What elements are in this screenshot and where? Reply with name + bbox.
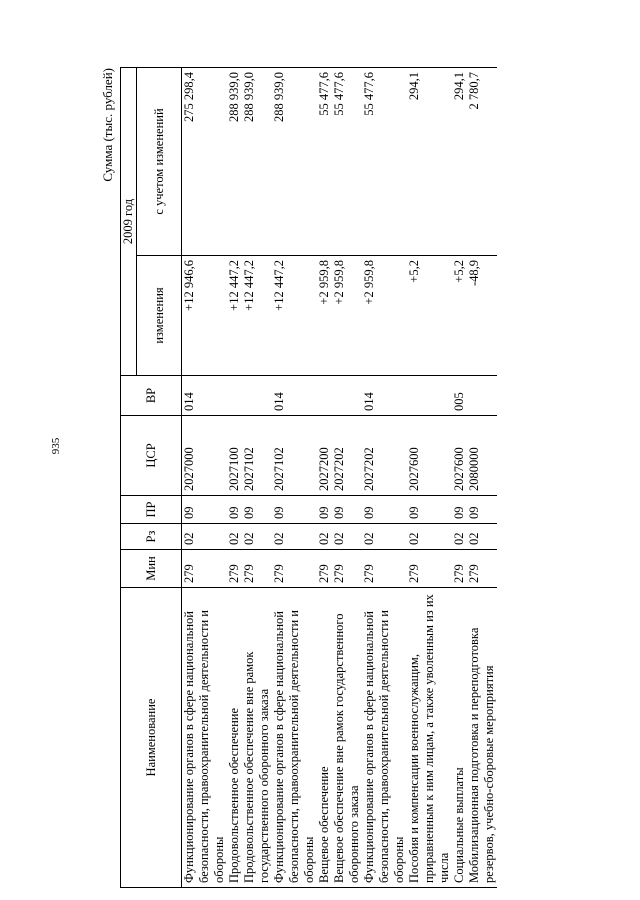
table-row [332,67,362,887]
row-pr: 09 [182,496,228,524]
row-change: +12 447,2 [227,256,242,376]
row-min: 279 [242,550,272,588]
row-rz: 02 [227,524,242,550]
row-min: 279 [407,550,452,588]
table-row [242,67,272,887]
row-total: 294,1 [452,67,467,255]
row-name: Функционирование органов в сфере национальной безопасности, правоохранительной деятельности и обороны [362,588,407,888]
row-min: 279 [272,550,317,588]
row-vr: 014 [362,376,407,416]
row-pr: 09 [317,496,332,524]
row-min: 279 [452,550,467,588]
row-rz: 02 [407,524,452,550]
row-pr: 09 [272,496,317,524]
row-change: +12 447,2 [242,256,272,376]
table-row [452,67,467,887]
row-vr [242,376,272,416]
header-changes: изменения [137,256,182,376]
table-row [407,67,452,887]
row-min: 279 [362,550,407,588]
row-total: 288 939,0 [242,67,272,255]
row-vr [317,376,332,416]
row-change: -48,9 [467,256,497,376]
row-min: 279 [182,550,228,588]
row-name: Продовольственное обеспечение вне рамок государственного оборонного заказа [242,588,272,888]
header-year: 2009 год [121,67,137,375]
row-name: Функционирование органов в сфере национальной безопасности, правоохранительной деятельности и обороны [182,588,228,888]
unit-label: Сумма (тыс. рублей) [100,68,115,182]
header-pr: ПР [121,496,182,524]
row-pr: 09 [407,496,452,524]
header-with-changes: с учетом изменений [137,67,182,255]
row-csr: 2027100 [227,416,242,496]
row-change: +5,2 [452,256,467,376]
row-rz: 02 [452,524,467,550]
row-name: Мобилизационная подготовка и переподготовка резервов, учебно-сборовые мероприятия [467,588,497,888]
row-csr: 2027202 [332,416,362,496]
budget-table [120,67,497,888]
row-pr: 09 [332,496,362,524]
row-pr: 09 [242,496,272,524]
row-name: Вещевое обеспечение вне рамок государственного оборонного заказа [332,588,362,888]
row-rz: 02 [182,524,228,550]
row-rz: 02 [317,524,332,550]
row-min: 279 [317,550,332,588]
header-csr: ЦСР [121,416,182,496]
row-name: Вещевое обеспечение [317,588,332,888]
row-change: +2 959,8 [317,256,332,376]
row-csr: 2027102 [272,416,317,496]
row-rz: 02 [272,524,317,550]
rotated-table-sheet [100,68,580,888]
table-header [121,67,182,887]
row-total: 55 477,6 [362,67,407,255]
row-rz: 02 [332,524,362,550]
row-name: Социальные выплаты [452,588,467,888]
row-name: Функционирование органов в сфере национальной безопасности, правоохранительной деятельности и обороны [272,588,317,888]
row-min: 279 [332,550,362,588]
table-body [182,67,498,887]
row-change: +2 959,8 [332,256,362,376]
row-min: 279 [227,550,242,588]
page-number: 935 [50,437,62,455]
row-vr: 005 [452,376,467,416]
table-row [227,67,242,887]
row-name: Пособия и компенсации военнослужащим, приравненным к ним лицам, а также уволенным из их числа [407,588,452,888]
header-rz: Рз [121,524,182,550]
header-vr: ВР [121,376,182,416]
row-csr: 2027102 [242,416,272,496]
row-rz: 02 [467,524,497,550]
table-row [182,67,228,887]
row-pr: 09 [467,496,497,524]
row-vr: 014 [272,376,317,416]
row-rz: 02 [362,524,407,550]
row-change: +5,2 [407,256,452,376]
row-csr: 2080000 [467,416,497,496]
row-rz: 02 [242,524,272,550]
row-pr: 09 [452,496,467,524]
row-vr [332,376,362,416]
row-pr: 09 [227,496,242,524]
row-pr: 09 [362,496,407,524]
row-total: 275 298,4 [182,67,228,255]
row-vr [227,376,242,416]
row-csr: 2027000 [182,416,228,496]
row-csr: 2027600 [407,416,452,496]
row-total: 288 939,0 [227,67,242,255]
row-csr: 2027200 [317,416,332,496]
table-row [317,67,332,887]
row-total: 288 939,0 [272,67,317,255]
row-vr [407,376,452,416]
table-row [467,67,497,887]
row-change: +12 447,2 [272,256,317,376]
row-total: 55 477,6 [317,67,332,255]
header-min: Мин [121,550,182,588]
row-csr: 2027202 [362,416,407,496]
table-row [272,67,317,887]
row-name: Продовольственное обеспечение [227,588,242,888]
row-total: 2 780,7 [467,67,497,255]
row-total: 55 477,6 [332,67,362,255]
row-change: +12 946,6 [182,256,228,376]
row-min: 279 [467,550,497,588]
row-total: 294,1 [407,67,452,255]
row-csr: 2027600 [452,416,467,496]
table-row [362,67,407,887]
row-vr: 014 [182,376,228,416]
header-name: Наименование [121,588,182,888]
row-vr [467,376,497,416]
row-change: +2 959,8 [362,256,407,376]
